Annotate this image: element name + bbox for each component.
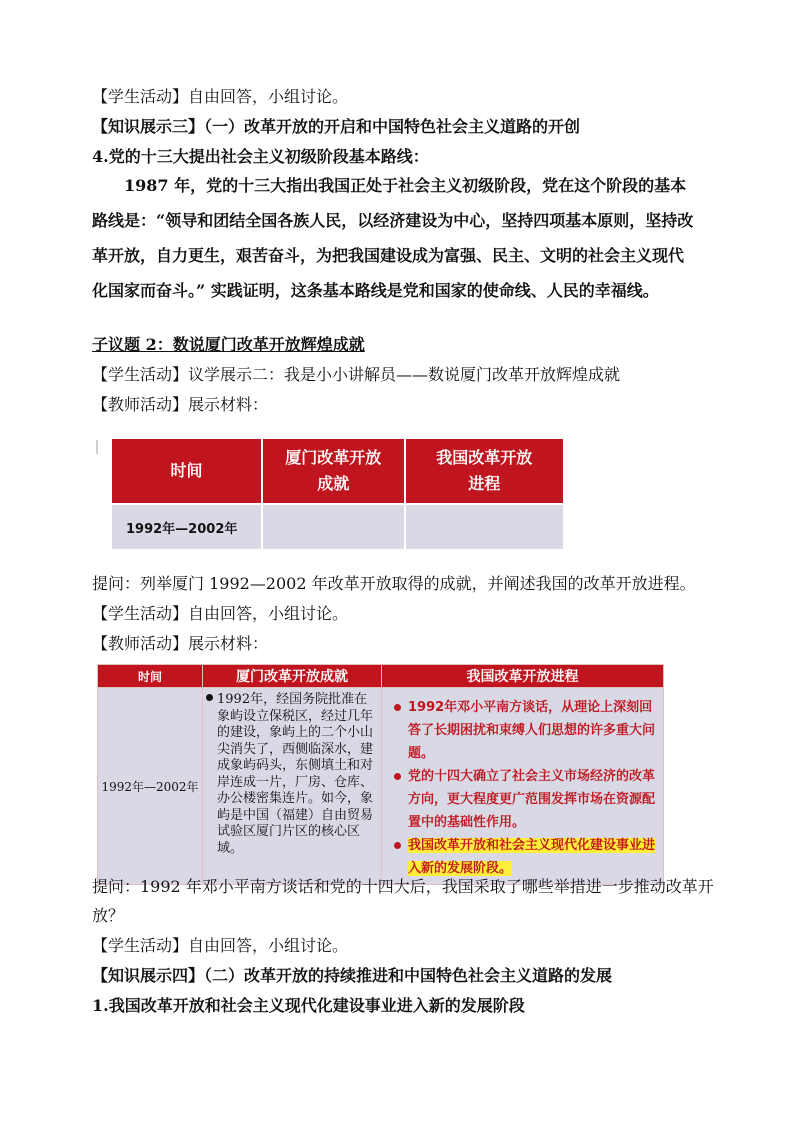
student-showcase: 【学生活动】议学展示二：我是小小讲解员——数说厦门改革开放辉煌成就	[92, 365, 621, 384]
red-bullet-icon	[394, 704, 401, 711]
table2-xiamen-cell	[203, 688, 382, 885]
student-activity-2: 【学生活动】自由回答，小组讨论。	[92, 604, 349, 623]
section-heading-1: 1.我国改革开放和社会主义现代化建设事业进入新的发展阶段	[92, 996, 525, 1015]
table1-header-time: 时间	[111, 438, 262, 504]
bullet-dot-icon	[206, 694, 213, 701]
basic-line-paragraph	[92, 168, 698, 308]
knowledge-display-4: 【知识展示四】（二）改革开放的持续推进和中国特色社会主义道路的发展	[92, 966, 613, 985]
question-2-line-1: 提问：1992 年邓小平南方谈话和党的十四大后，我国采取了哪些举措进一步推动改革开	[92, 877, 714, 896]
red-bullet-icon	[394, 773, 401, 780]
table2-header-time: 时间	[98, 665, 203, 688]
section-heading-4: 4.党的十三大提出社会主义初级阶段基本路线：	[92, 147, 429, 166]
table1-xiamen-cell	[262, 504, 405, 550]
table2-china-cell	[382, 688, 664, 885]
basic-line-text: 1987 年，党的十三大指出我国正处于社会主义初级阶段，党在这个阶段的基本路线是：“领导和团结全国各族人民，以经济建设为中心，坚持四项基本原则，坚持改革开放，自力更生，艰苦奋斗，为把我国建设成为富强、民主、文明的社会主义现代化国家而奋斗。” 实践证明，这条基本路线是党和国家的使命线、人民的幸福线。	[92, 176, 694, 300]
table1-date-cell: 1992年—2002年	[111, 504, 262, 550]
teacher-activity-1: 【教师活动】展示材料：	[92, 395, 269, 414]
teacher-activity-2: 【教师活动】展示材料：	[92, 634, 269, 653]
table2-header-xiamen: 厦门改革开放成就	[203, 665, 382, 688]
table1-header-china: 我国改革开放 进程	[405, 438, 564, 504]
material-table	[97, 664, 664, 885]
progress-item-highlighted: 我国改革开放和社会主义现代化建设事业进入新的发展阶段。	[392, 834, 657, 880]
subtopic-2-heading: 子议题 2：数说厦门改革开放辉煌成就	[92, 335, 365, 354]
xiamen-achievement-text: 1992年，经国务院批准在象屿设立保税区，经过几年的建设，象屿上的二个小山尖消失了，西侧临深水，建成象屿码头，东侧填土和对岸连成一片，厂房、仓库、办公楼密集连片。如今，象屿是中国（福建）自由贸易试验区厦门片区的核心区域。	[217, 692, 374, 856]
table1-header-xiamen: 厦门改革开放 成就	[262, 438, 405, 504]
knowledge-display-3: 【知识展示三】（一）改革开放的开启和中国特色社会主义道路的开创	[92, 117, 581, 136]
red-bullet-icon	[394, 842, 401, 849]
student-activity-1: 【学生活动】自由回答，小组讨论。	[92, 87, 349, 106]
table2-date-cell: 1992年—2002年	[98, 688, 203, 885]
student-activity-3: 【学生活动】自由回答，小组讨论。	[92, 936, 349, 955]
table1-china-cell	[405, 504, 564, 550]
question-2-line-2: 放？	[92, 906, 125, 925]
progress-item: 党的十四大确立了社会主义市场经济的改革方向，更大程度更广范围发挥市场在资源配置中的基础性作用。	[392, 765, 657, 834]
table1-edge-mark	[96, 440, 98, 454]
progress-item: 1992年邓小平南方谈话，从理论上深刻回答了长期困扰和束缚人们思想的许多重大问题。	[392, 696, 657, 765]
table2-header-china: 我国改革开放进程	[382, 665, 664, 688]
question-1: 提问：列举厦门 1992—2002 年改革开放取得的成就，并阐述我国的改革开放进程。	[92, 574, 696, 593]
empty-worksheet-table	[110, 437, 565, 551]
